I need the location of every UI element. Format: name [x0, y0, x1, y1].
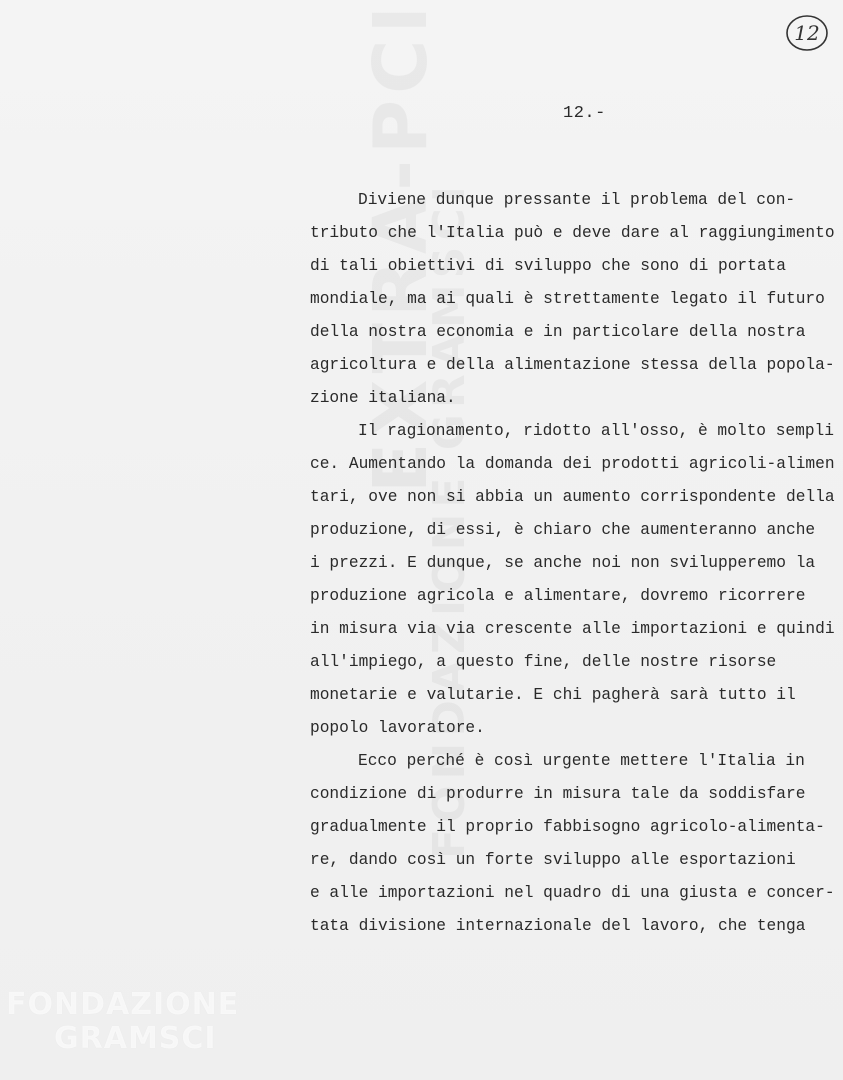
paragraph-1-line: tributo che l'Italia può e deve dare al raggiungimento [310, 224, 835, 242]
circled-number-icon [784, 12, 830, 54]
foundation-watermark [6, 987, 240, 1056]
paragraph-2-line: Il ragionamento, ridotto all'osso, è molto sempli [358, 422, 834, 440]
body-text [310, 184, 838, 943]
paragraph-1-line: Diviene dunque pressante il problema del con- [358, 191, 796, 209]
paragraph-3-line: gradualmente il proprio fabbisogno agricolo-alimenta- [310, 818, 825, 836]
paragraph-2-line: popolo lavoratore. [310, 719, 485, 737]
paragraph-2-line: ce. Aumentando la domanda dei prodotti agricoli-alimen [310, 455, 835, 473]
paragraph-1-line: zione italiana. [310, 389, 456, 407]
paragraph-2-line: all'impiego, a questo fine, delle nostre risorse [310, 653, 777, 671]
paragraph-3-line: tata divisione internazionale del lavoro, che tenga [310, 917, 806, 935]
paragraph-3-line: re, dando così un forte sviluppo alle esportazioni [310, 851, 796, 869]
typed-page-number: 12.- [563, 104, 606, 123]
paragraph-3-line: Ecco perché è così urgente mettere l'Italia in [358, 752, 805, 770]
foundation-watermark-line1: FONDAZIONE [6, 987, 240, 1022]
handwritten-page-number [784, 12, 830, 54]
paragraph-1-line: della nostra economia e in particolare della nostra [310, 323, 806, 341]
paragraph-2-line: produzione agricola e alimentare, dovremo ricorrere [310, 587, 806, 605]
paragraph-3-line: e alle importazioni nel quadro di una giusta e concer- [310, 884, 835, 902]
paragraph-2-line: tari, ove non si abbia un aumento corrispondente della [310, 488, 835, 506]
paragraph-2-line: produzione, di essi, è chiaro che aumenteranno anche [310, 521, 816, 539]
paragraph-1-line: di tali obiettivi di sviluppo che sono di portata [310, 257, 786, 275]
handwritten-number-text: 12 [794, 21, 820, 45]
paragraph-2-line: in misura via via crescente alle importazioni e quindi [310, 620, 835, 638]
paragraph-3-line: condizione di produrre in misura tale da soddisfare [310, 785, 806, 803]
paragraph-1-line: agricoltura e della alimentazione stessa della popola- [310, 356, 835, 374]
foundation-watermark-line2: GRAMSCI [54, 1021, 217, 1056]
paragraph-2-line: monetarie e valutarie. E chi pagherà sarà tutto il [310, 686, 796, 704]
paragraph-1-line: mondiale, ma ai quali è strettamente legato il futuro [310, 290, 825, 308]
paragraph-2-line: i prezzi. E dunque, se anche noi non svilupperemo la [310, 554, 816, 572]
